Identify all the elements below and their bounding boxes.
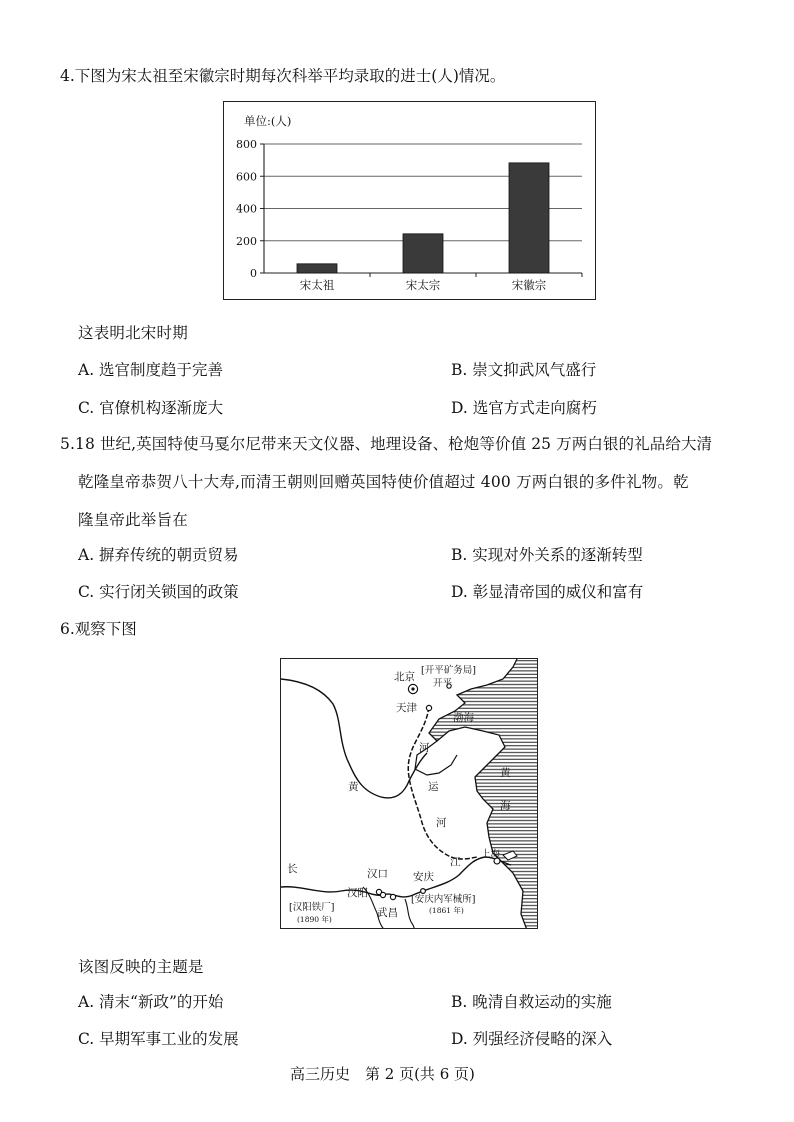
q5-option-a[interactable]: A. 摒弃传统的朝贡贸易 bbox=[78, 546, 239, 564]
bar-chart-svg bbox=[224, 102, 597, 301]
label-jiang: 江 bbox=[450, 856, 461, 868]
chart-unit-label: 单位:(人) bbox=[244, 114, 292, 128]
label-huang-sea-1: 黄 bbox=[500, 767, 511, 779]
q6-option-d[interactable]: D. 列强经济侵略的深入 bbox=[451, 1030, 613, 1048]
q6-followup: 该图反映的主题是 bbox=[78, 958, 204, 976]
anqing-marker bbox=[421, 889, 426, 894]
q4-option-b[interactable]: B. 崇文抑武风气盛行 bbox=[451, 361, 597, 379]
q4-stem: 4.下图为宋太祖至宋徽宗时期每次科举平均录取的进士(人)情况。 bbox=[60, 67, 506, 85]
chart-y-tick-label: 0 bbox=[250, 267, 257, 280]
label-kaiping: 开平 bbox=[433, 678, 453, 689]
chart-y-tick-label: 600 bbox=[236, 170, 257, 184]
q4-option-d[interactable]: D. 选官方式走向腐朽 bbox=[451, 399, 597, 417]
q5-line-1: 5.18 世纪,英国特使马戛尔尼带来天文仪器、地理设备、枪炮等价值 25 万两白银的礼品给大清 bbox=[60, 435, 713, 453]
yangtze-river bbox=[281, 857, 511, 897]
chart-bar bbox=[403, 234, 443, 273]
q5-option-b[interactable]: B. 实现对外关系的逐渐转型 bbox=[451, 546, 643, 564]
chart-category-label: 宋太祖 bbox=[299, 278, 335, 292]
label-huang-sea-2: 海 bbox=[500, 800, 511, 812]
label-anqing: 安庆 bbox=[413, 871, 434, 883]
yangwu-map bbox=[280, 658, 538, 929]
chart-category-label: 宋徽宗 bbox=[511, 278, 547, 292]
q4-option-a[interactable]: A. 选官制度趋于完善 bbox=[78, 361, 224, 379]
label-chang: 长 bbox=[287, 863, 298, 875]
map-svg bbox=[281, 659, 538, 929]
label-hanyang: 汉阳 bbox=[347, 887, 368, 899]
label-huang-river: 黄 bbox=[348, 781, 359, 793]
bar-chart bbox=[223, 101, 596, 300]
label-anqing-arsenal: [安庆内军械所] bbox=[411, 894, 476, 905]
chart-category-label: 宋太宗 bbox=[405, 278, 441, 292]
label-tianjin: 天津 bbox=[396, 702, 417, 714]
hanyang-marker bbox=[380, 892, 385, 897]
label-hanyang-year: (1890 年) bbox=[297, 915, 332, 924]
wuchang-marker bbox=[390, 894, 395, 899]
label-wuchang: 武昌 bbox=[377, 907, 398, 919]
q6-option-a[interactable]: A. 清末“新政”的开始 bbox=[78, 993, 224, 1011]
q6-option-b[interactable]: B. 晚清自救运动的实施 bbox=[451, 993, 612, 1011]
chart-y-tick-label: 200 bbox=[236, 234, 257, 248]
q6-option-c[interactable]: C. 早期军事工业的发展 bbox=[78, 1030, 239, 1048]
beijing-marker bbox=[408, 684, 417, 693]
q5-option-c[interactable]: C. 实行闭关锁国的政策 bbox=[78, 583, 239, 601]
q6-stem: 6.观察下图 bbox=[60, 620, 137, 638]
chart-y-tick-label: 800 bbox=[236, 138, 257, 151]
label-shanghai: 上海 bbox=[481, 849, 501, 860]
label-bohai: 渤海 bbox=[453, 712, 474, 724]
chart-bar bbox=[509, 163, 549, 273]
q4-option-c[interactable]: C. 官僚机构逐渐庞大 bbox=[78, 399, 224, 417]
label-hankou: 汉口 bbox=[367, 868, 388, 880]
label-anqing-year: (1861 年) bbox=[429, 906, 464, 915]
label-beijing: 北京 bbox=[394, 671, 415, 683]
label-he-1: 河 bbox=[419, 742, 430, 754]
chart-bar bbox=[297, 264, 337, 273]
q4-followup: 这表明北宋时期 bbox=[78, 324, 188, 342]
label-yun: 运 bbox=[428, 781, 439, 793]
q5-option-d[interactable]: D. 彰显清帝国的威仪和富有 bbox=[451, 583, 644, 601]
chart-y-tick-label: 400 bbox=[236, 202, 257, 216]
q5-line-2: 乾隆皇帝恭贺八十大寿,而清王朝则回赠英国特使价值超过 400 万两白银的多件礼物。乾 bbox=[78, 473, 689, 491]
label-kaiping-bureau: [开平矿务局] bbox=[421, 665, 476, 676]
label-he-2: 河 bbox=[436, 817, 447, 829]
tianjin-marker bbox=[426, 705, 431, 710]
page-footer: 高三历史 第 2 页(共 6 页) bbox=[290, 1065, 475, 1083]
label-hanyang-works: [汉阳铁厂] bbox=[289, 902, 335, 913]
q5-line-3: 隆皇帝此举旨在 bbox=[78, 511, 188, 529]
